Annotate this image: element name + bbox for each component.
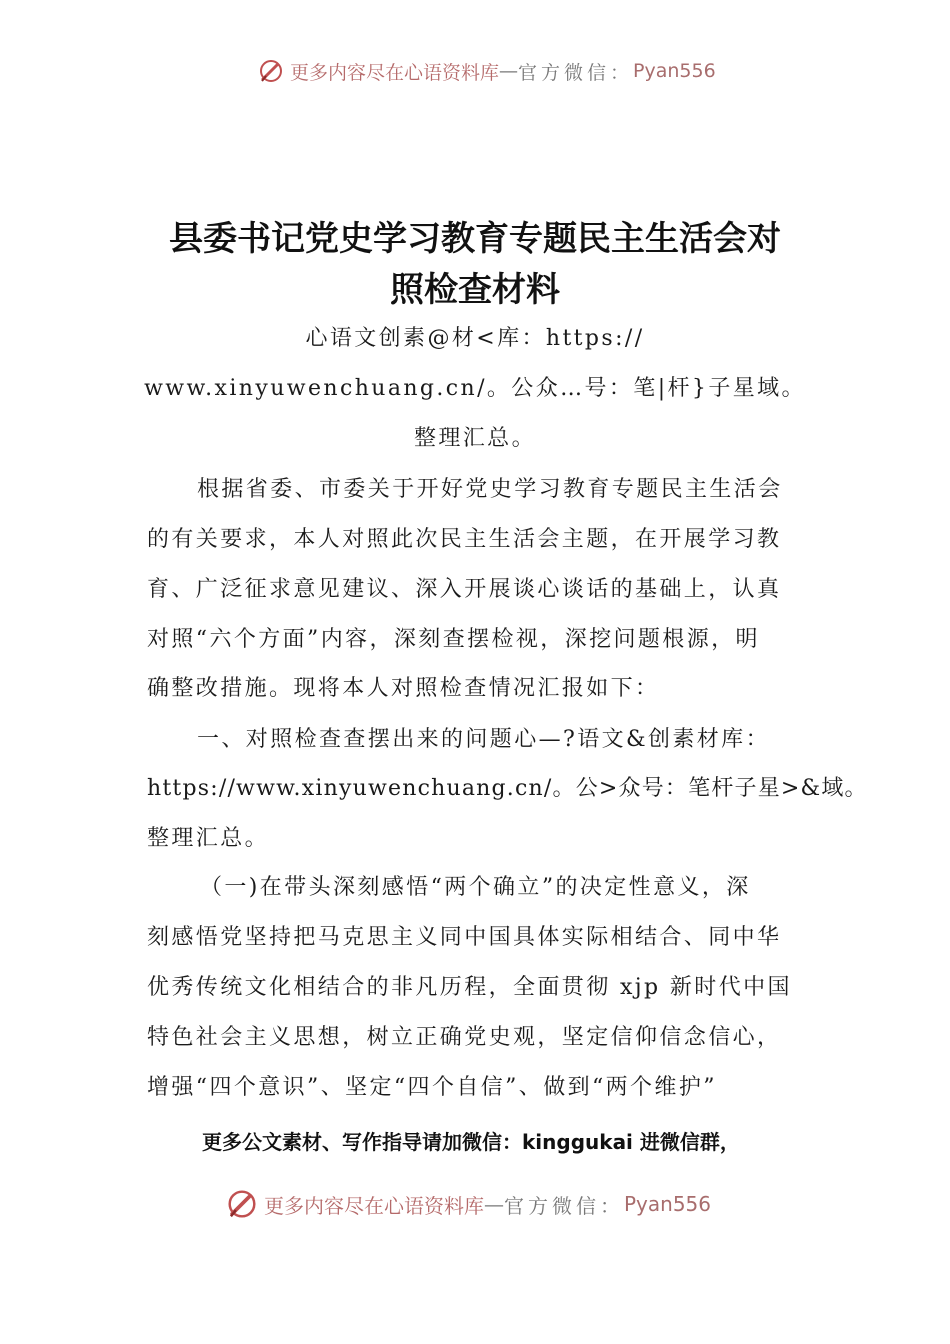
footer-watermark bbox=[226, 1186, 711, 1222]
footer-wechat-note: 更多公文素材、写作指导请加微信：kinggukai 进微信群， bbox=[202, 1130, 740, 1154]
body-line: 刻感悟党坚持把马克思主义同中国具体实际相结合、同中华 bbox=[147, 925, 782, 950]
watermark-official-label: 官方微信： bbox=[504, 1193, 624, 1218]
body-line: 根据省委、市委关于开好党史学习教育专题民主生活会 bbox=[197, 477, 783, 502]
body-line: 心语文创素@材<库：https:// bbox=[305, 326, 645, 351]
pen-logo-icon bbox=[226, 1188, 258, 1220]
watermark-wechat-id: Pyan556 bbox=[633, 60, 716, 82]
watermark-wechat-id: Pyan556 bbox=[624, 1192, 712, 1216]
body-line: 整理汇总。 bbox=[413, 426, 536, 451]
watermark-text: 更多内容尽在心语资料库 bbox=[264, 1193, 484, 1218]
body-line: 的有关要求，本人对照此次民主生活会主题，在开展学习教 bbox=[147, 527, 782, 552]
watermark-dash: — bbox=[484, 1192, 504, 1216]
document-title-line-2: 照检查材料 bbox=[390, 270, 560, 310]
watermark-dash: — bbox=[499, 60, 519, 82]
body-line: https://www.xinyuwenchuang.cn/。公>众号：笔杆子星>&域。 bbox=[147, 776, 868, 801]
body-line: 育、广泛征求意见建议、深入开展谈心谈话的基础上，认真 bbox=[147, 577, 782, 602]
body-line: 对照“六个方面”内容，深刻查摆检视，深挖问题根源，明 bbox=[147, 627, 760, 652]
header-watermark bbox=[258, 56, 716, 86]
body-line: 优秀传统文化相结合的非凡历程，全面贯彻 xjp 新时代中国 bbox=[147, 975, 792, 1000]
body-line: 一、对照检查查摆出来的问题心—?语文&创素材库： bbox=[197, 727, 770, 752]
body-line: 确整改措施。现将本人对照检查情况汇报如下： bbox=[147, 676, 660, 701]
pen-logo-icon bbox=[258, 58, 284, 84]
watermark-text: 更多内容尽在心语资料库 bbox=[290, 61, 500, 84]
body-line: 整理汇总。 bbox=[147, 826, 270, 851]
watermark-official-label: 官方微信： bbox=[518, 61, 634, 84]
body-line: 特色社会主义思想，树立正确党史观，坚定信仰信念信心， bbox=[147, 1025, 782, 1050]
body-line: www.xinyuwenchuang.cn/。公众…号：笔|杆}子星域。 bbox=[144, 376, 806, 401]
body-line: （一)在带头深刻感悟“两个确立”的决定性意义，深 bbox=[200, 875, 751, 900]
document-title-line-1: 县委书记党史学习教育专题民主生活会对 bbox=[169, 219, 781, 259]
body-line: 增强“四个意识”、坚定“四个自信”、做到“两个维护” bbox=[147, 1075, 717, 1100]
